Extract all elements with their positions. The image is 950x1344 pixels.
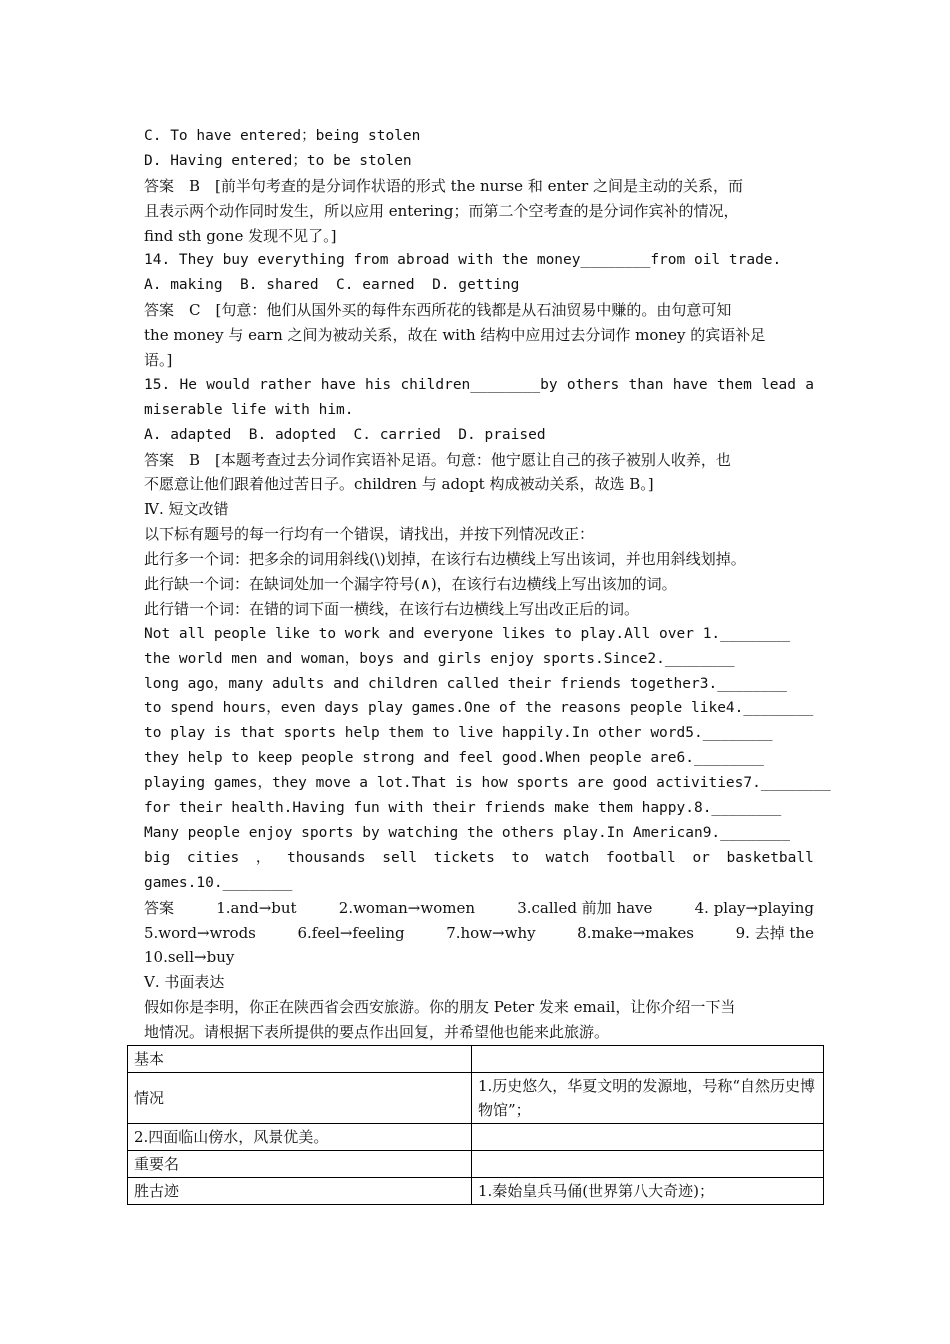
q14-answer-line: 答案 C [句意：他们从国外买的每件东西所花的钱都是从石油贸易中赚的。由句意可知 [144, 301, 732, 320]
q13-option-d: D. Having entered；to be stolen [144, 152, 412, 169]
q13-answer-line: 答案 B [前半句考查的是分词作状语的形式 the nurse 和 enter 之间是主动的关系，而 [144, 176, 743, 195]
section5-prompt-line: 假如你是李明，你正在陕西省会西安旅游。你的朋友 Peter 发来 email，让你介绍一下当 [144, 998, 736, 1017]
passage-line: to play is that sports help them to live happily.In other word5.________ [144, 725, 773, 742]
q15-stem-line2: miserable life with him. [144, 401, 354, 418]
table-row [128, 1073, 824, 1124]
passage-line: they help to keep people strong and feel good.When people are6.________ [144, 750, 764, 767]
table-cell: 2.四面临山傍水，风景优美。 [128, 1124, 472, 1151]
info-table [127, 1045, 824, 1205]
q14-options: A. making B. shared C. earned D. getting [144, 277, 520, 294]
table-cell: 1.秦始皇兵马俑(世界第八大奇迹)； [472, 1178, 824, 1205]
table-cell: 基本 [128, 1046, 472, 1073]
section4-instruction: 以下标有题号的每一行均有一个错误，请找出，并按下列情况改正： [144, 525, 595, 544]
document-body [144, 124, 831, 1045]
q14-answer-line: 语。] [144, 351, 173, 370]
section4-instruction: 此行多一个词：把多余的词用斜线(\)划掉，在该行右边横线上写出该词，并也用斜线划掉。 [144, 550, 746, 569]
passage-line: long ago，many adults and children called their friends together3.________ [144, 675, 788, 692]
q15-options: A. adapted B. adopted C. carried D. praised [144, 426, 546, 443]
q14-stem: 14. They buy everything from abroad with the money________from oil trade. [144, 252, 782, 269]
table-row [128, 1151, 824, 1178]
q14-answer-line: the money 与 earn 之间为被动关系，故在 with 结构中应用过去分词作 money 的宾语补足 [144, 326, 766, 345]
table-cell: 重要名 [128, 1151, 472, 1178]
section4-instruction: 此行缺一个词：在缺词处加一个漏字符号(∧)，在该行右边横线上写出该加的词。 [144, 575, 677, 594]
passage-line: for their health.Having fun with their friends make them happy.8.________ [144, 800, 782, 817]
q13-option-c: C. To have entered；being stolen [144, 128, 421, 144]
passage-line: Not all people like to work and everyone likes to play.All over 1.________ [144, 625, 791, 642]
q15-stem-line1: 15. He would rather have his children________by others than have them lead a [144, 376, 814, 393]
passage-line: Many people enjoy sports by watching the others play.In American9.________ [144, 824, 791, 841]
q15-answer-line: 不愿意让他们跟着他过苦日子。children 与 adopt 构成被动关系，故选 B。] [144, 475, 654, 494]
q13-answer-line: 且表示两个动作同时发生，所以应用 entering；而第二个空考查的是分词作宾补的情况， [144, 201, 739, 220]
table-cell: 1.历史悠久，华夏文明的发源地，号称“自然历史博物馆”； [472, 1073, 824, 1124]
section4-heading: Ⅳ. 短文改错 [144, 500, 229, 519]
section4-answer-line: 5.word→wrods 6.feel→feeling 7.how→why 8.make→makes 9. 去掉 the [144, 923, 814, 942]
passage-line: big cities ， thousands sell tickets to watch football or basketball [144, 849, 814, 866]
passage-line: to spend hours，even days play games.One of the reasons people like4.________ [144, 700, 814, 717]
section4-instruction: 此行错一个词：在错的词下面一横线，在该行右边横线上写出改正后的词。 [144, 599, 640, 618]
table-cell: 情况 [128, 1073, 472, 1124]
table-row [128, 1178, 824, 1205]
q13-answer-line: find sth gone 发现不见了。] [144, 226, 337, 245]
table-row [128, 1046, 824, 1073]
passage-line: playing games，they move a lot.That is how sports are good activities7.________ [144, 775, 831, 792]
passage-line: the world men and woman，boys and girls enjoy sports.Since2.________ [144, 650, 735, 667]
table-cell [472, 1046, 824, 1073]
table-cell: 胜古迹 [128, 1178, 472, 1205]
section4-answer-line: 答案 1.and→but 2.woman→women 3.called 前加 have 4. play→playing [144, 898, 814, 917]
table-cell [472, 1151, 824, 1178]
section5-heading: Ⅴ. 书面表达 [144, 973, 225, 992]
section5-prompt-line: 地情况。请根据下表所提供的要点作出回复，并希望他也能来此旅游。 [144, 1023, 610, 1042]
q15-answer-line: 答案 B [本题考查过去分词作宾语补足语。句意：他宁愿让自己的孩子被别人收养，也 [144, 450, 731, 469]
passage-line: games.10.________ [144, 874, 293, 891]
table-cell [472, 1124, 824, 1151]
table-row [128, 1124, 824, 1151]
section4-answer-line: 10.sell→buy [144, 948, 235, 967]
